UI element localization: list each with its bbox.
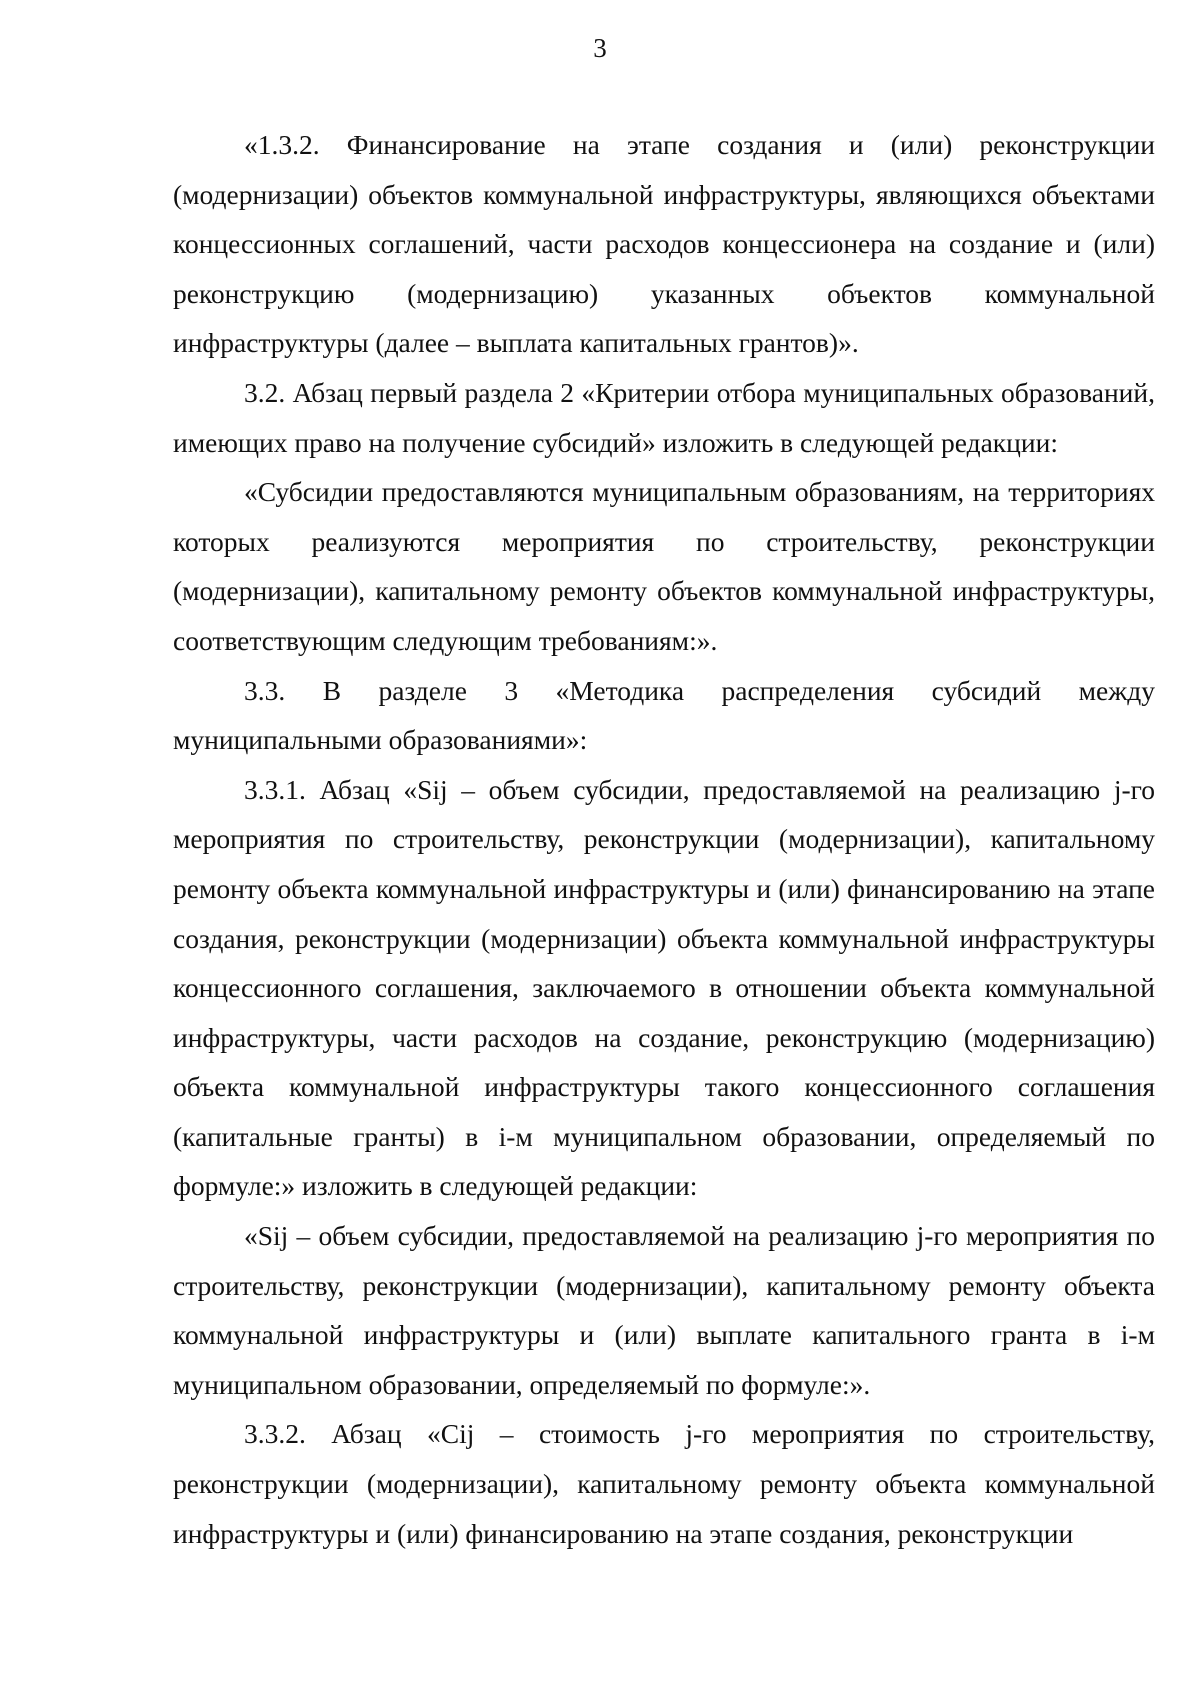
paragraph-3-3: 3.3. В разделе 3 «Методика распределения субсидий между муниципальными образованиями»: bbox=[173, 674, 1155, 756]
paragraph-3-3-2: 3.3.2. Абзац «Cij – стоимость j-го мероприятия по строительству, реконструкции (модернизации), капитальному ремонту объекта коммунальной инфраструктуры и (или) финансированию на этапе создания, реконструкции bbox=[173, 1418, 1155, 1549]
paragraph-3-3-1-quote: «Sij – объем субсидии, предоставляемой на реализацию j-го мероприятия по строительству, реконструкции (модернизации), капитальному ремонту объекта коммунальной инфраструктуры и (или) выплате капитального гранта в i-м муниципальном образовании, определяемый по формуле:». bbox=[173, 1220, 1155, 1400]
paragraph-3-3-1: 3.3.1. Абзац «Sij – объем субсидии, предоставляемой на реализацию j-го мероприятия по строительству, реконструкции (модернизации), капитальному ремонту объекта коммунальной инфраструктуры и (или) финансированию на этапе создания, реконструкции (модернизации) объекта коммунальной инфраструктуры концессионного соглашения, заключаемого в отношении объекта коммунальной инфраструктуры, части расходов на создание, реконструкцию (модернизацию) объекта коммунальной инфраструктуры такого концессионного соглашения (капитальные гранты) в i-м муниципальном образовании, определяемый по формуле:» изложить в следующей редакции: bbox=[173, 773, 1155, 1202]
paragraph-3-2-quote: «Субсидии предоставляются муниципальным образованиям, на территориях которых реализуются мероприятия по строительству, реконструкции (модернизации), капитальному ремонту объектов коммунальной инфраструктуры, соответствующим следующим требованиям:». bbox=[173, 476, 1155, 656]
document-body bbox=[173, 120, 1155, 1558]
paragraph-3-2: 3.2. Абзац первый раздела 2 «Критерии отбора муниципальных образований, имеющих право на получение субсидий» изложить в следующей редакции: bbox=[173, 376, 1155, 458]
page-number: 3 bbox=[593, 33, 607, 63]
paragraph-1-3-2-quote: «1.3.2. Финансирование на этапе создания и (или) реконструкции (модернизации) объектов коммунальной инфраструктуры, являющихся объектами концессионных соглашений, части расходов концессионера на создание и (или) реконструкцию (модернизацию) указанных объектов коммунальной инфраструктуры (далее – выплата капитальных грантов)». bbox=[173, 129, 1155, 359]
